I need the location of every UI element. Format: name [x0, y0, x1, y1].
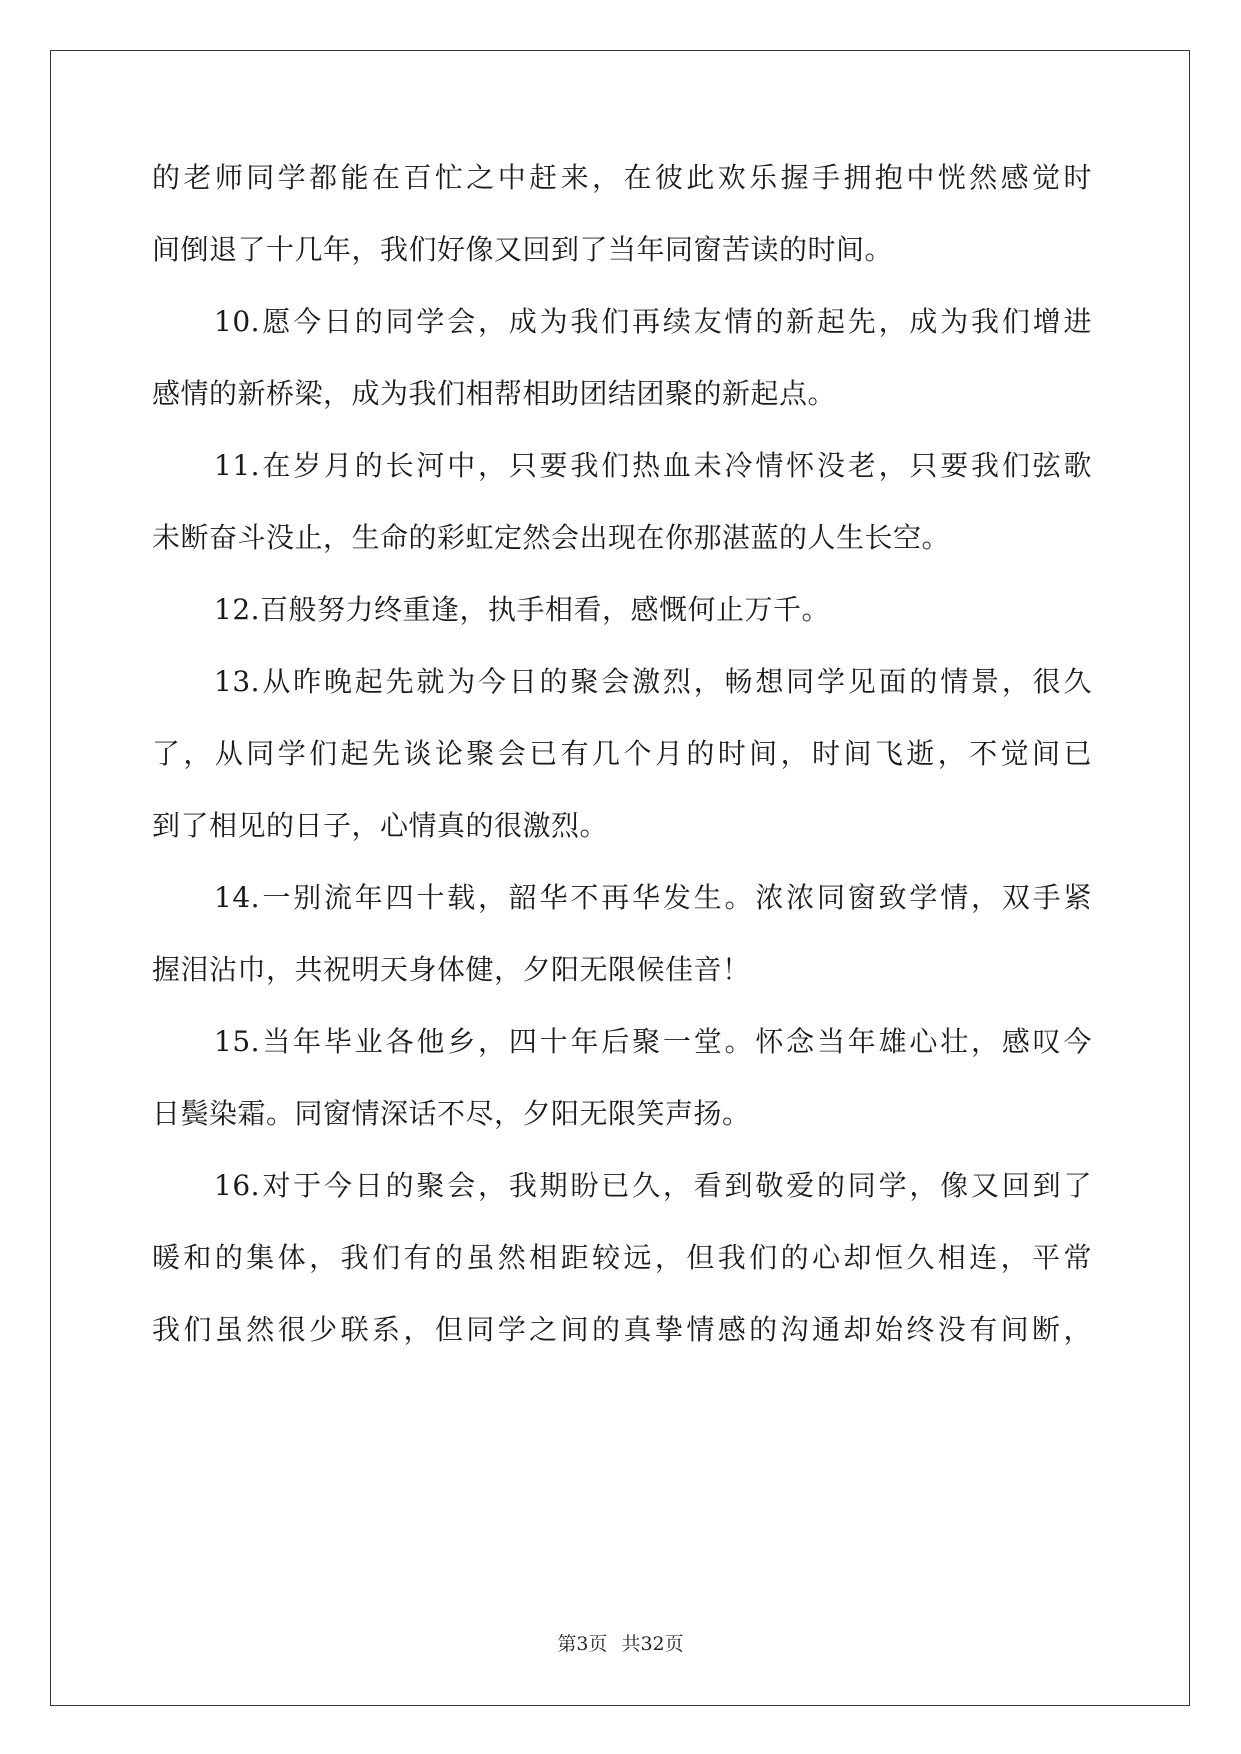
- text-line: 日鬓染霜。同窗情深话不尽，夕阳无限笑声扬。: [152, 1097, 751, 1130]
- text-line: 16.对于今日的聚会，我期盼已久，看到敬爱的同学，像又回到了: [214, 1169, 1092, 1202]
- text-line: 到了相见的日子，心情真的很激烈。: [152, 809, 609, 842]
- text-line: 的老师同学都能在百忙之中赶来，在彼此欢乐握手拥抱中恍然感觉时: [152, 161, 1092, 194]
- text-line: 14.一别流年四十载，韶华不再华发生。浓浓同窗致学情，双手紧: [214, 881, 1092, 914]
- text-line: 未断奋斗没止，生命的彩虹定然会出现在你那湛蓝的人生长空。: [152, 521, 951, 554]
- page-total: 共32页: [621, 1633, 684, 1655]
- page-footer: [0, 1632, 1241, 1656]
- text-line: 15.当年毕业各他乡，四十年后聚一堂。怀念当年雄心壮，感叹今: [214, 1025, 1092, 1058]
- text-line: 12.百般努力终重逢，执手相看，感慨何止万千。: [214, 593, 831, 626]
- text-line: 握泪沾巾，共祝明天身体健，夕阳无限候佳音！: [152, 953, 751, 986]
- text-line: 11.在岁月的长河中，只要我们热血未冷情怀没老，只要我们弦歌: [214, 449, 1092, 482]
- text-line: 了，从同学们起先谈论聚会已有几个月的时间，时间飞逝，不觉间已: [152, 737, 1092, 770]
- text-line: 我们虽然很少联系，但同学之间的真挚情感的沟通却始终没有间断，: [152, 1313, 1092, 1346]
- page-border: [50, 50, 1190, 1706]
- text-line: 暖和的集体，我们有的虽然相距较远，但我们的心却恒久相连，平常: [152, 1241, 1092, 1274]
- text-line: 10.愿今日的同学会，成为我们再续友情的新起先，成为我们增进: [214, 305, 1092, 338]
- page-number: 第3页: [557, 1633, 608, 1655]
- text-line: 13.从昨晚起先就为今日的聚会激烈，畅想同学见面的情景，很久: [214, 665, 1092, 698]
- text-line: 感情的新桥梁，成为我们相帮相助团结团聚的新起点。: [152, 377, 837, 410]
- text-line: 间倒退了十几年，我们好像又回到了当年同窗苦读的时间。: [152, 233, 894, 266]
